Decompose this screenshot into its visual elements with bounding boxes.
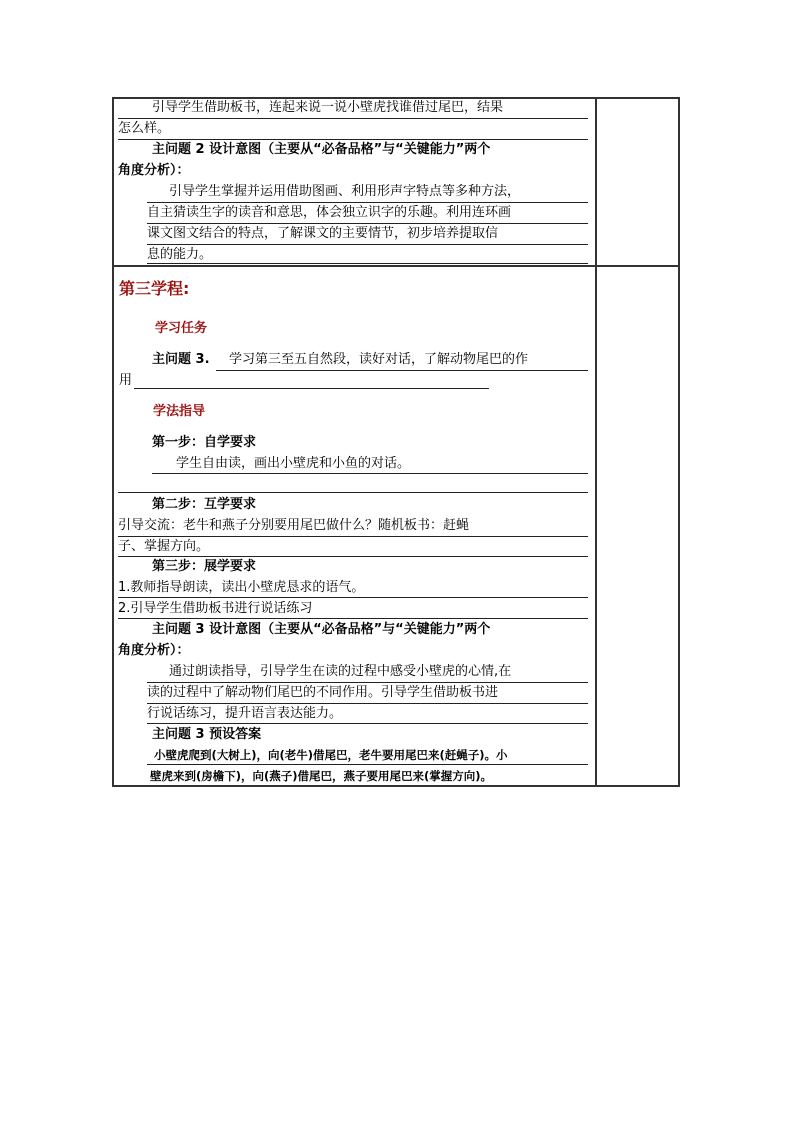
task-title: 学习任务 <box>155 321 208 336</box>
design2-text-line4: 息的能力。 <box>147 247 213 262</box>
q3-text-line2: 用 <box>119 373 133 388</box>
q3-label: 主问题 3. <box>152 352 210 367</box>
step2-text-line2: 子、掌握方向。 <box>118 539 210 554</box>
step3-text-line1: 1.教师指导朗读，读出小壁虎恳求的语气。 <box>118 580 365 595</box>
step3-text-line2: 2.引导学生借助板书进行说话练习 <box>118 601 313 616</box>
column-divider <box>595 97 597 787</box>
design3-text-line2: 读的过程中了解动物们尾巴的不同作用。引导学生借助板书进 <box>147 685 499 700</box>
step1-text: 学生自由读，画出小壁虎和小鱼的对话。 <box>176 456 411 471</box>
design3-text-line3: 行说话练习，提升语言表达能力。 <box>147 706 343 721</box>
design2-text-line2: 自主猜读生字的读音和意思，体会独立识字的乐趣。利用连环画 <box>147 205 512 220</box>
design2-text-line1: 引导学生掌握并运用借助图画、利用形声字特点等多种方法， <box>169 184 521 199</box>
answer-text-line2: 壁虎来到(房檐下)，向(燕子)借尾巴，燕子要用尾巴来(掌握方向)。 <box>150 769 493 783</box>
design2-text-line3: 课文图文结合的特点，了解课文的主要情节，初步培养提取信 <box>147 226 499 241</box>
q3-text-line1: 学习第三至五自然段，读好对话，了解动物尾巴的作 <box>229 352 529 367</box>
design3-title-line1: 主问题 3 设计意图（主要从“必备品格”与“关键能力”两个 <box>152 622 491 637</box>
design2-title-line2: 角度分析）： <box>118 163 190 178</box>
answer-text-line1: 小壁虎爬到(大树上)，向(老牛)借尾巴，老牛要用尾巴来(赶蝇子)。小 <box>154 748 508 762</box>
step2-text-line1: 引导交流：老牛和燕子分别要用尾巴做什么？随机板书：赶蝇 <box>118 518 470 533</box>
method-title: 学法指导 <box>153 404 206 419</box>
step3-title: 第三步：展学要求 <box>152 559 257 574</box>
design3-title-line2: 角度分析）： <box>118 643 190 658</box>
guide-text-line1: 引导学生借助板书，连起来说一说小壁虎找谁借过尾巴，结果 <box>152 100 504 115</box>
answer-title: 主问题 3 预设答案 <box>152 727 262 742</box>
step1-title: 第一步：自学要求 <box>152 435 257 450</box>
row-divider <box>112 265 680 267</box>
step2-title: 第二步：互学要求 <box>152 497 257 512</box>
design2-title-line1: 主问题 2 设计意图（主要从“必备品格”与“关键能力”两个 <box>152 142 491 157</box>
guide-text-line2: 怎么样。 <box>118 121 171 136</box>
section-heading: 第三学程: <box>119 279 190 298</box>
design3-text-line1: 通过朗读指导，引导学生在读的过程中感受小壁虎的心情,在 <box>169 664 512 679</box>
